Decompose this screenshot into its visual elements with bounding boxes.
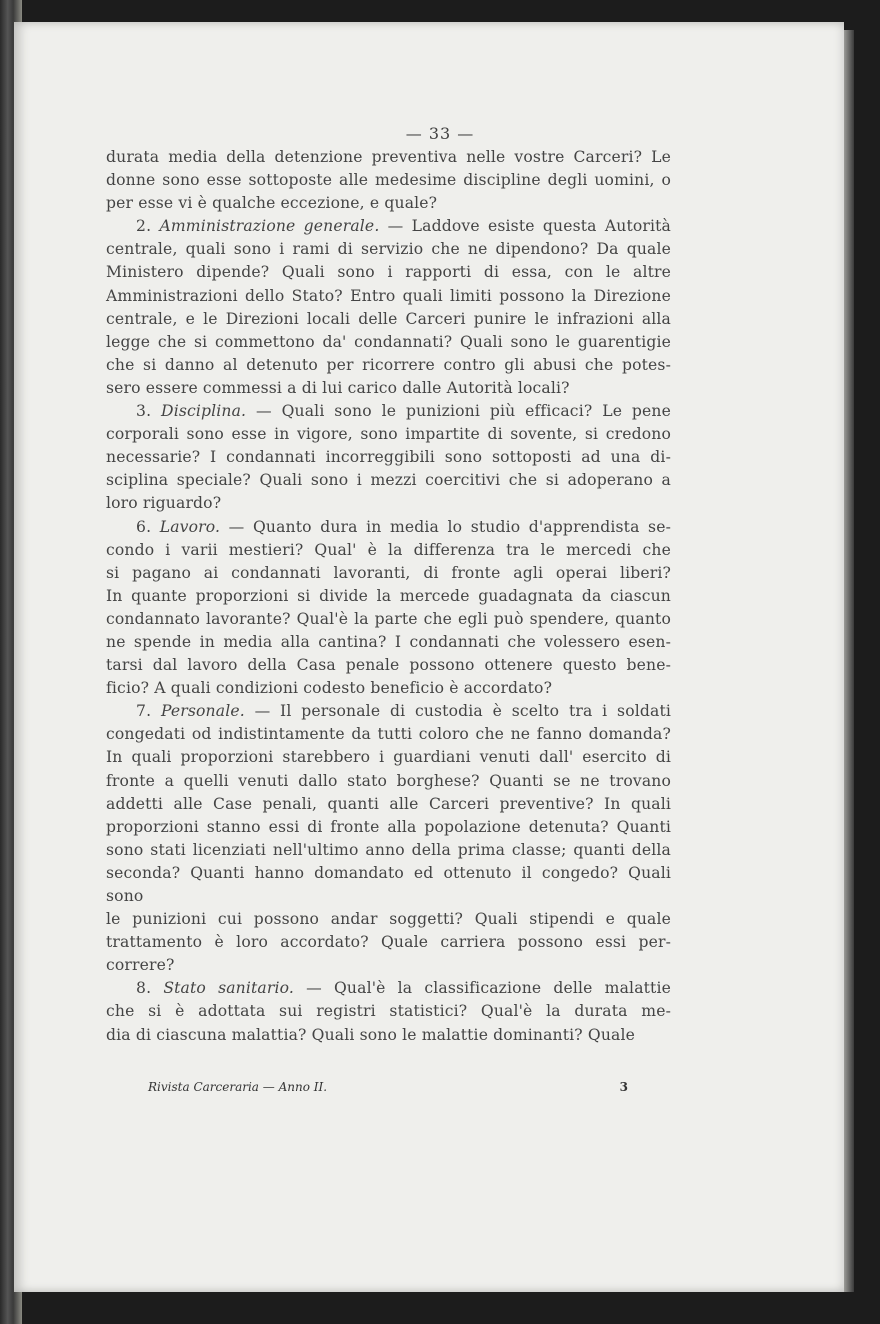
text-line <box>106 862 671 908</box>
text-line <box>106 1000 671 1023</box>
section-heading: Personale. <box>160 702 245 721</box>
line-text: corporali sono esse in vigore, sono impartite di sovente, si credono <box>106 425 671 444</box>
text-line <box>106 654 671 677</box>
section-heading: Stato sanitario. <box>163 979 294 998</box>
page-footer <box>148 1080 628 1094</box>
line-text: sciplina speciale? Quali sono i mezzi coercitivi che si adoperano a <box>106 471 671 490</box>
text-line <box>106 285 671 308</box>
signature-mark: 3 <box>619 1080 628 1094</box>
text-line <box>106 539 671 562</box>
text-line <box>106 908 671 931</box>
line-text: si pagano ai condannati lavoranti, di fronte agli operai liberi? <box>106 563 671 582</box>
text-line <box>106 1024 671 1047</box>
line-text: necessarie? I condannati incorreggibili sono sottoposti ad una di- <box>106 448 671 467</box>
text-line <box>106 839 671 862</box>
text-line <box>106 677 671 700</box>
line-text: condo i varii mestieri? Qual' è la differenza tra le mercedi che <box>106 540 671 559</box>
page-edge <box>844 30 854 1292</box>
body-text <box>106 146 671 1047</box>
text-line <box>106 793 671 816</box>
line-text: Ministero dipende? Quali sono i rapporti di essa, con le altre <box>106 263 671 282</box>
section-number: 3. <box>136 402 152 421</box>
section-number: 2. <box>136 217 152 236</box>
text-line <box>106 931 671 954</box>
line-text: seconda? Quanti hanno domandato ed ottenuto il congedo? Quali sono <box>106 863 671 905</box>
line-text: addetti alle Case penali, quanti alle Carceri preventive? In quali <box>106 794 671 813</box>
line-text: Amministrazioni dello Stato? Entro quali limiti possono la Direzione <box>106 286 671 305</box>
text-line <box>106 770 671 793</box>
line-text: — Il personale di custodia è scelto tra i soldati <box>244 702 672 721</box>
text-line <box>106 169 671 192</box>
line-text: donne sono esse sottoposte alle medesime discipline degli uomini, o <box>106 171 671 190</box>
section-heading: Amministrazione generale. <box>159 217 380 236</box>
journal-title: Rivista Carceraria — Anno II. <box>148 1080 328 1094</box>
line-text: sero essere commessi a di lui carico dalle Autorità locali? <box>106 378 570 397</box>
text-line <box>106 492 671 515</box>
line-text: durata media della detenzione preventiva nelle vostre Carceri? Le <box>106 148 671 166</box>
text-line <box>106 608 671 631</box>
text-line <box>106 516 671 539</box>
line-text: sono stati licenziati nell'ultimo anno della prima classe; quanti della <box>106 840 671 859</box>
line-text: — Qual'è la classificazione delle malattie <box>294 979 671 998</box>
line-text: per esse vi è qualche eccezione, e quale? <box>106 194 438 213</box>
text-line <box>106 746 671 769</box>
section-number: 8. <box>136 979 152 998</box>
line-text: proporzioni stanno essi di fronte alla popolazione detenuta? Quanti <box>106 817 671 836</box>
line-text: centrale, e le Direzioni locali delle Carceri punire le infrazioni alla <box>106 309 671 328</box>
text-line <box>106 238 671 261</box>
section-number: 7. <box>136 702 152 721</box>
text-line <box>106 585 671 608</box>
text-line <box>106 723 671 746</box>
text-line <box>106 700 671 723</box>
line-text: In quante proporzioni si divide la mercede guadagnata da ciascun <box>106 586 671 605</box>
text-line <box>106 215 671 238</box>
text-line <box>106 261 671 284</box>
text-line <box>106 192 671 215</box>
text-line <box>106 631 671 654</box>
text-line <box>106 977 671 1000</box>
line-text: correre? <box>106 956 175 975</box>
line-text: ficio? A quali condizioni codesto beneficio è accordato? <box>106 679 553 698</box>
text-line <box>106 308 671 331</box>
line-text: che si danno al detenuto per ricorrere contro gli abusi che potes- <box>106 355 671 374</box>
section-heading: Lavoro. <box>159 517 221 536</box>
text-line <box>106 446 671 469</box>
text-line <box>106 816 671 839</box>
line-text: tarsi dal lavoro della Casa penale possono ottenere questo bene- <box>106 656 671 675</box>
line-text: dia di ciascuna malattia? Quali sono le malattie dominanti? Quale <box>106 1025 636 1044</box>
text-line <box>106 469 671 492</box>
line-text: centrale, quali sono i rami di servizio che ne dipendono? Da quale <box>106 240 671 259</box>
line-text: trattamento è loro accordato? Quale carriera possono essi per- <box>106 933 671 952</box>
line-text: — Quanto dura in media lo studio d'apprendista se- <box>220 517 671 536</box>
page-number: — 33 — <box>405 124 475 143</box>
line-text: — Laddove esiste questa Autorità <box>379 217 671 236</box>
section-number: 6. <box>136 517 152 536</box>
line-text: In quali proporzioni starebbero i guardiani venuti dall' esercito di <box>106 748 671 767</box>
text-line <box>106 377 671 400</box>
text-line <box>106 146 671 169</box>
line-text: condannato lavorante? Qual'è la parte che egli può spendere, quanto <box>106 609 671 628</box>
section-heading: Disciplina. <box>161 402 247 421</box>
line-text: congedati od indistintamente da tutti coloro che ne fanno domanda? <box>106 725 671 744</box>
text-line <box>106 562 671 585</box>
text-line <box>106 423 671 446</box>
line-text: — Quali sono le punizioni più efficaci? Le pene <box>246 402 672 421</box>
line-text: fronte a quelli venuti dallo stato borghese? Quanti se ne trovano <box>106 771 671 790</box>
line-text: le punizioni cui possono andar soggetti? Quali stipendi e quale <box>106 910 671 929</box>
line-text: loro riguardo? <box>106 494 222 513</box>
line-text: ne spende in media alla cantina? I condannati che volessero esen- <box>106 632 671 651</box>
text-line <box>106 954 671 977</box>
text-line <box>106 354 671 377</box>
text-line <box>106 400 671 423</box>
line-text: che si è adottata sui registri statistici? Qual'è la durata me- <box>106 1002 671 1021</box>
line-text: legge che si commettono da' condannati? Quali sono le guarentigie <box>106 332 671 351</box>
text-line <box>106 331 671 354</box>
